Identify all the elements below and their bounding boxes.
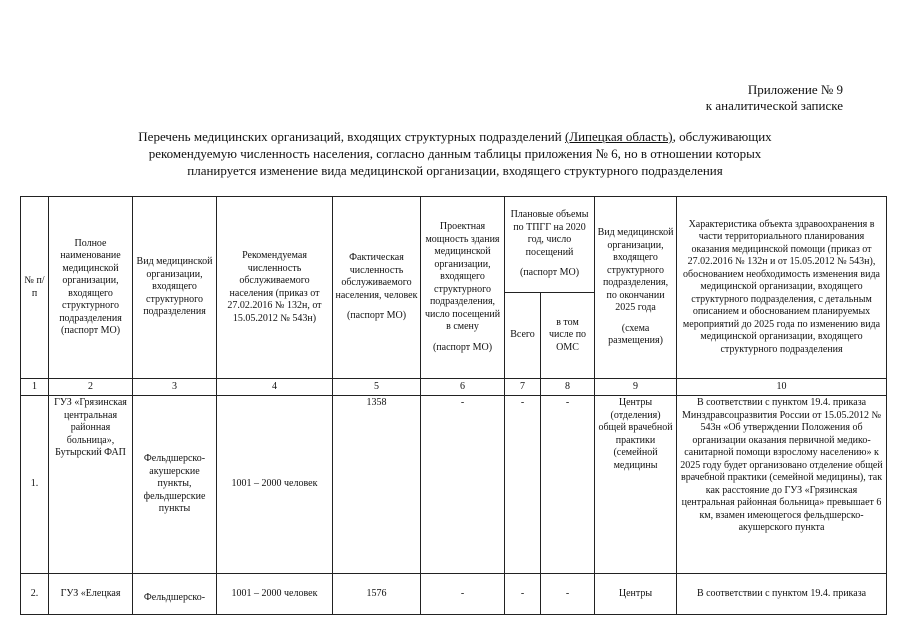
title-line-2: рекомендуемую численность населения, согласно данным таблицы приложения № 6, но в отношении которых (148, 146, 762, 161)
recommended-population: 1001 – 2000 человек (217, 574, 333, 615)
column-number: 6 (421, 379, 505, 396)
planned-total: - (505, 396, 541, 574)
actual-population: 1576 (333, 574, 421, 615)
header-characteristics: Характеристика объекта здравоохранения в части территориального планирования оказания медицинской помощи (приказ от 27.02.2016 № 132н и от 15.05.2012 № 543н), обоснованием необходимость изменения вида медицинской организации, входящего структурного подразделения, с детальным описанием и обоснованием планируемых мероприятий до 2025 года по изменению вида медицинской организации, входящего структурного подразделения (677, 197, 887, 379)
header-org-type: Вид медицинской организации, входящего структурного подразделения (133, 197, 217, 379)
organizations-table (20, 196, 887, 615)
header-planned-volumes: Плановые объемы по ТПГГ на 2020 год, число посещений (паспорт МО) (505, 197, 595, 293)
header-future-type: Вид медицинской организации, входящего структурного подразделения, по окончании 2025 года (схема размещения) (595, 197, 677, 379)
header-org-name: Полное наименование медицинской организации, входящего структурного подразделения (паспорт МО) (49, 197, 133, 379)
planned-oms: - (541, 396, 595, 574)
column-number: 9 (595, 379, 677, 396)
column-number: 2 (49, 379, 133, 396)
column-number-row (21, 379, 887, 396)
planned-oms: - (541, 574, 595, 615)
row-number: 2. (21, 574, 49, 615)
org-type: Фельдшерско- (133, 574, 217, 615)
column-number: 10 (677, 379, 887, 396)
column-number: 3 (133, 379, 217, 396)
header-number: № п/п (21, 197, 49, 379)
org-name: ГУЗ «Елецкая (49, 574, 133, 615)
column-number: 5 (333, 379, 421, 396)
characteristics: В соответствии с пунктом 19.4. приказа (677, 574, 887, 615)
capacity: - (421, 396, 505, 574)
document-title (60, 128, 850, 179)
table-row (21, 396, 887, 574)
future-type: Центры (595, 574, 677, 615)
region-name: (Липецкая область) (564, 129, 673, 144)
characteristics: В соответствии с пунктом 19.4. приказа Минздравсоцразвития России от 15.05.2012 № 543н «Об утверждении Положения об организации оказания первичной медико-санитарной помощи взрослому населению» к 2025 году будет организовано отделение общей врачебной практики (семейной медицины), так как расстояние до ГУЗ «Грязинская центральная районная больница» превышает 6 км, взамен имеющегося фельдшерско-акушерского пункта (677, 396, 887, 574)
org-type: Фельдшерско-акушерские пункты, фельдшерские пункты (133, 396, 217, 574)
header-recommended-population: Рекомендуемая численность обслуживаемого населения (приказ от 27.02.2016 № 132н, от 15.05.2012 № 543н) (217, 197, 333, 379)
appendix-reference: к аналитической записке (705, 98, 843, 113)
header-row (21, 197, 887, 293)
row-number: 1. (21, 396, 49, 574)
org-name: ГУЗ «Грязинская центральная районная больница», Бутырский ФАП (49, 396, 133, 574)
header-actual-population: Фактическая численность обслуживаемого населения, человек (паспорт МО) (333, 197, 421, 379)
header-capacity: Проектная мощность здания медицинской организации, входящего структурного подразделения, число посещений в смену (паспорт МО) (421, 197, 505, 379)
title-line-3: планируется изменение вида медицинской организации, входящего структурного подразделения (187, 163, 723, 178)
column-number: 8 (541, 379, 595, 396)
recommended-population: 1001 – 2000 человек (217, 396, 333, 574)
title-line-1: Перечень медицинских организаций, входящих структурных подразделений (Липецкая область), обслуживающих (138, 129, 772, 144)
appendix-number: Приложение № 9 (747, 82, 843, 97)
table-row (21, 574, 887, 615)
header-oms: в том числе по ОМС (541, 293, 595, 379)
column-number: 4 (217, 379, 333, 396)
column-number: 7 (505, 379, 541, 396)
planned-total: - (505, 574, 541, 615)
header-total: Всего (505, 293, 541, 379)
capacity: - (421, 574, 505, 615)
column-number: 1 (21, 379, 49, 396)
future-type: Центры (отделения) общей врачебной практики (семейной медицины (595, 396, 677, 574)
actual-population: 1358 (333, 396, 421, 574)
appendix-label (706, 82, 843, 114)
